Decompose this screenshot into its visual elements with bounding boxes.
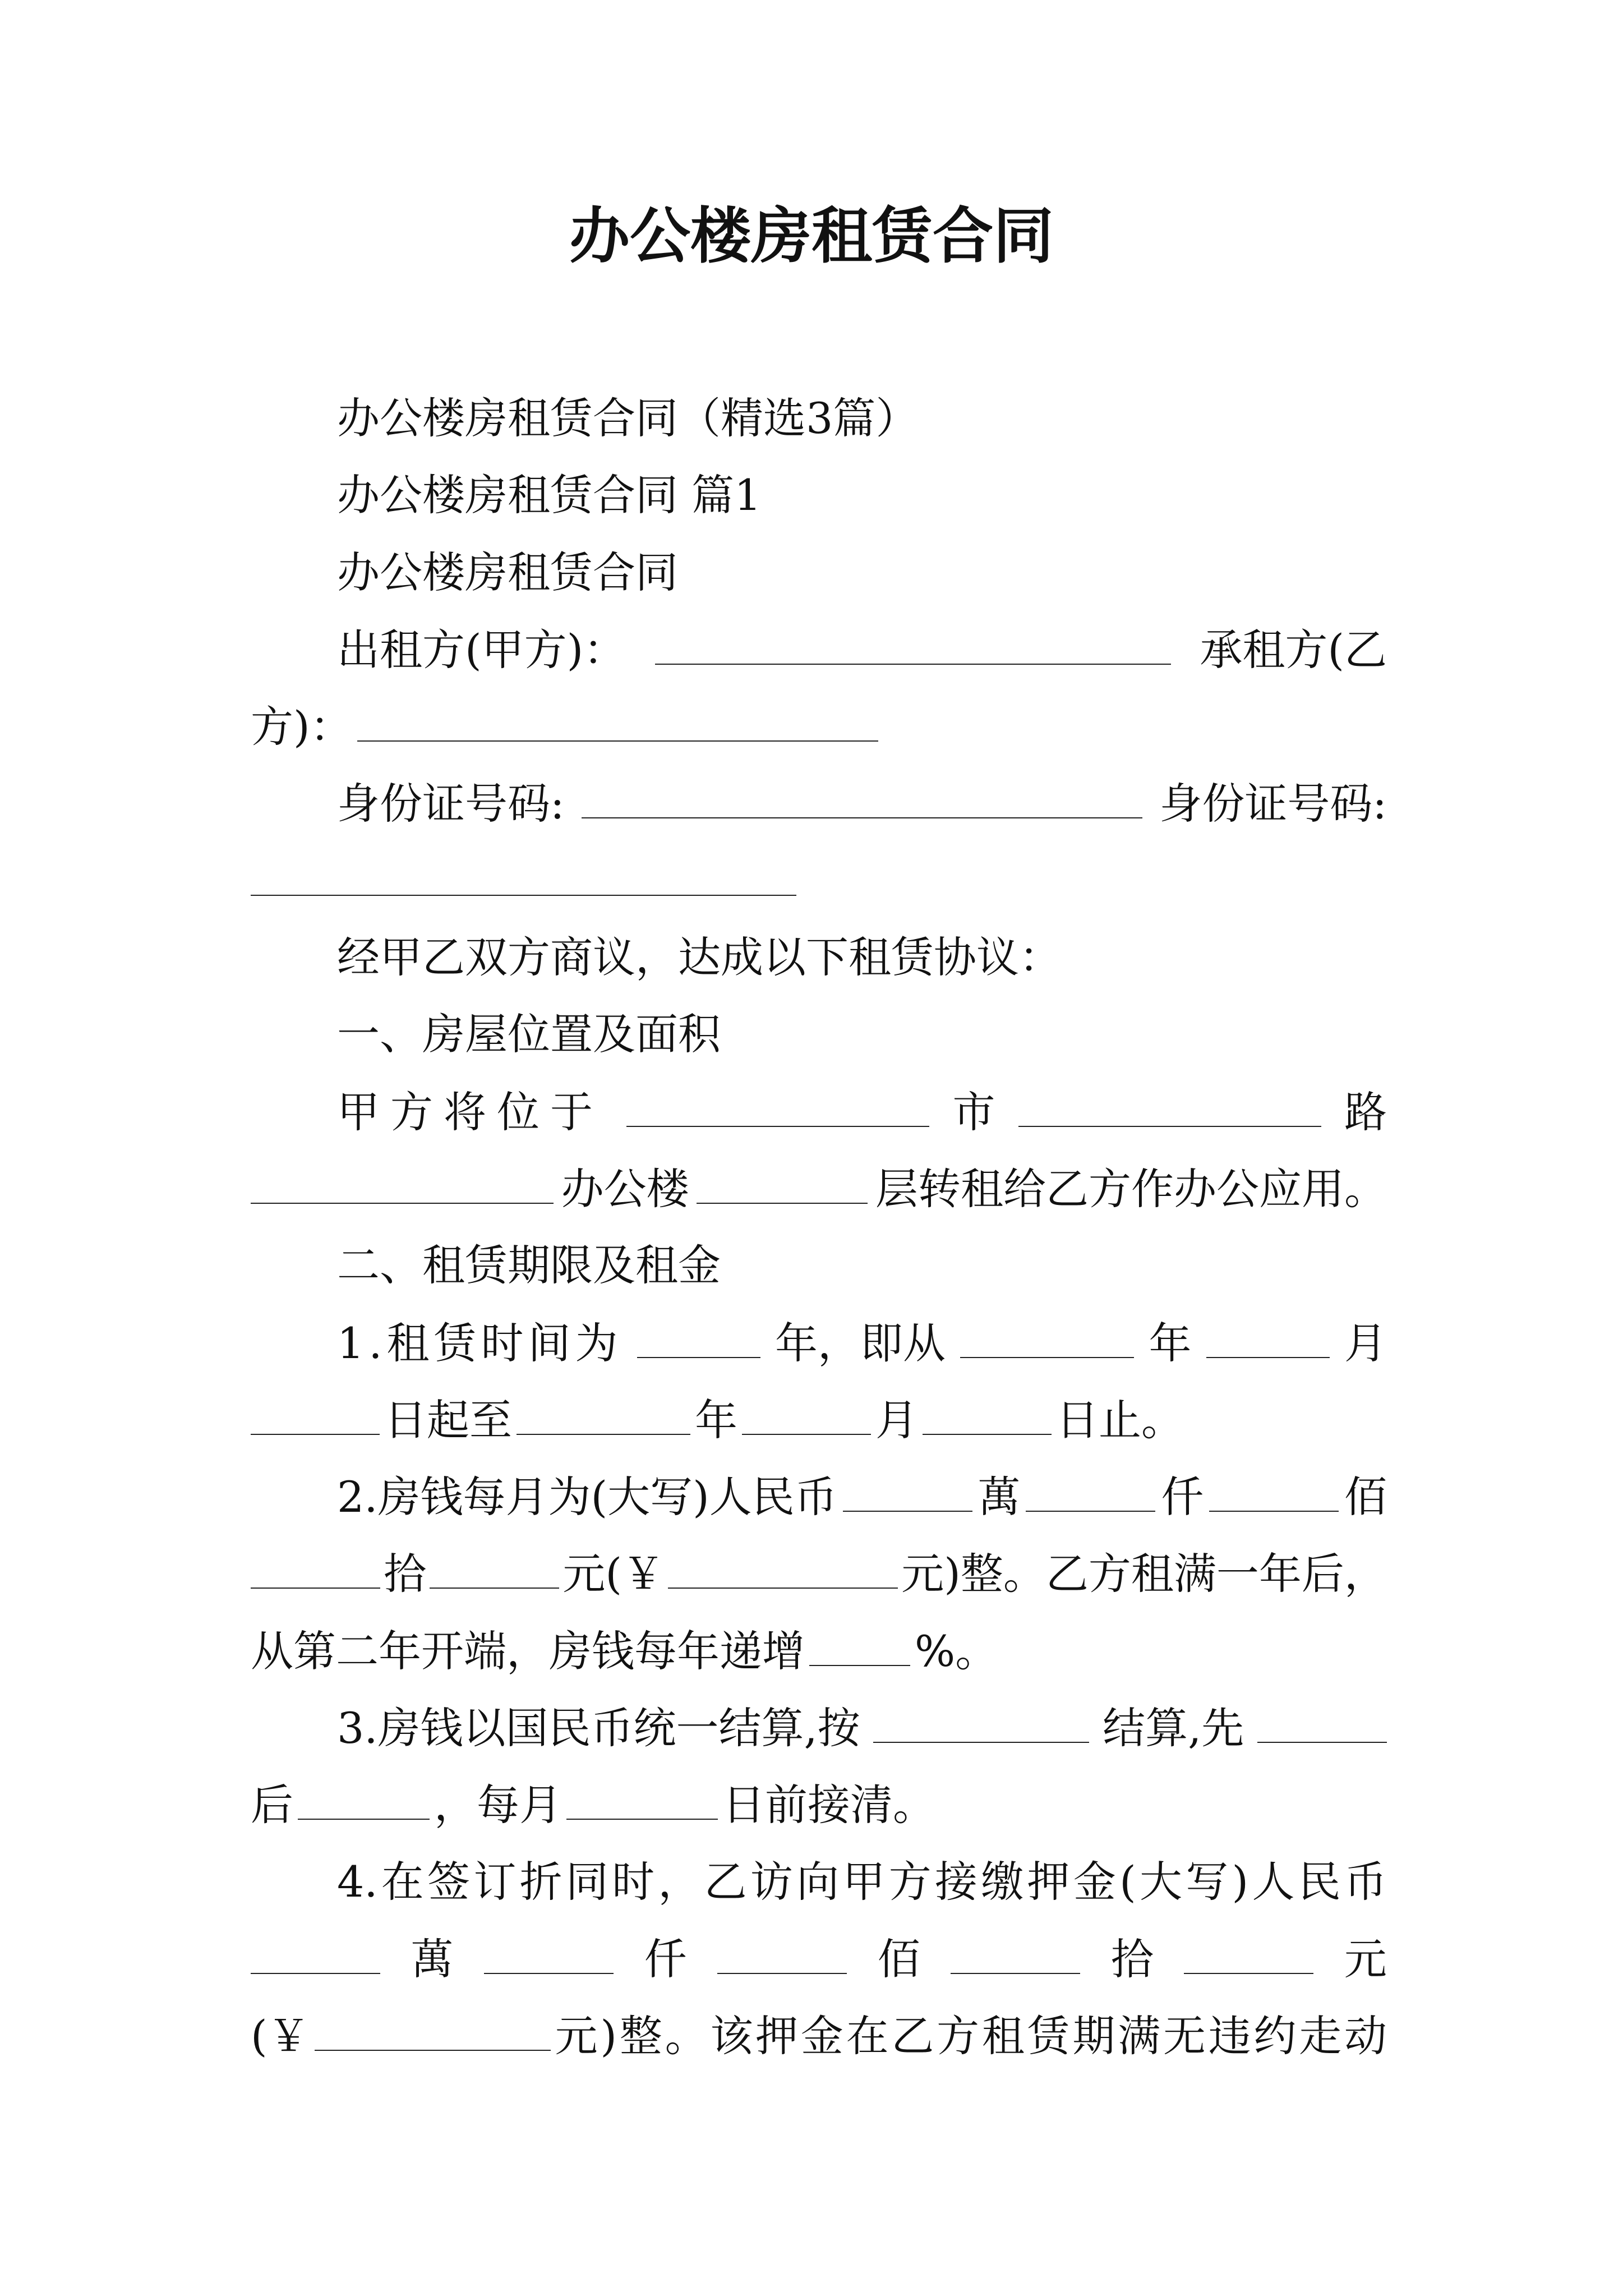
- clause-2-line-1: [251, 1458, 1387, 1535]
- rent-shi-unit: 拾: [384, 1549, 427, 1599]
- section-1-heading-line: [251, 996, 1387, 1073]
- payment-after-blank: [298, 1766, 430, 1820]
- sublease-text: 层转租给乙方作办公应用。: [875, 1163, 1387, 1214]
- preamble-line: [251, 919, 1387, 996]
- deposit-figure-open: (￥: [251, 2011, 310, 2062]
- rent-increase-text: 从第二年开端，房钱每年递增: [251, 1626, 805, 1676]
- rent-bai-blank: [1209, 1458, 1339, 1512]
- end-year-unit: 年: [695, 1395, 737, 1445]
- clause-4-text: 4.在签订折同时，乙访向甲方接缴押金(大写)人民币: [337, 1856, 1387, 1907]
- start-year-unit: 年: [1149, 1318, 1192, 1368]
- deposit-yuan-blank: [1184, 1920, 1313, 1974]
- rent-qian-unit: 仟: [1161, 1472, 1204, 1522]
- building-name-blank: [251, 1150, 554, 1204]
- clause-2-line-3: [251, 1612, 1387, 1689]
- lessor-name-blank: [655, 611, 1171, 665]
- contract-title: 办公楼房租赁合同: [337, 547, 678, 597]
- city-blank: [626, 1073, 929, 1127]
- rent-shi-blank: [251, 1535, 380, 1589]
- lessor-label: 出租方(甲方)：: [337, 624, 626, 675]
- contract-body: [251, 380, 1387, 2074]
- payment-first-blank: [1257, 1689, 1387, 1743]
- rent-figure-close: 元)整。乙方租满一年后，: [901, 1549, 1387, 1599]
- clause-3-line-2: [251, 1766, 1387, 1843]
- end-day-unit: 日止。: [1056, 1395, 1184, 1445]
- end-day-blank: [923, 1381, 1052, 1435]
- location-text: 甲方将位于: [337, 1087, 603, 1137]
- lessee-line: [251, 688, 1387, 765]
- lessor-id-blank: [582, 765, 1142, 818]
- location-line: [251, 1073, 1387, 1150]
- clause-4-line-1: [251, 1843, 1387, 1920]
- rent-yuan-blank: [430, 1535, 559, 1589]
- end-month-unit: 月: [875, 1395, 918, 1445]
- lessee-id-blank: [251, 842, 796, 896]
- start-day-blank: [251, 1381, 380, 1435]
- clause-1-line-2: [251, 1381, 1387, 1458]
- id-number-line: [251, 765, 1387, 841]
- clause-1-line-1: [251, 1304, 1387, 1381]
- parties-line: [251, 611, 1387, 688]
- clause-4-line-2: [251, 1920, 1387, 1997]
- rent-wan-blank: [843, 1458, 972, 1512]
- clause-3-after: 后: [251, 1780, 293, 1830]
- lessee-label-end: 方)：: [251, 702, 353, 752]
- deposit-yuan-unit: 元: [1344, 1934, 1387, 1984]
- building-line: [251, 1150, 1387, 1227]
- section-2-heading: 二、租赁期限及租金: [337, 1240, 721, 1291]
- clause-2-text: 2.房钱每月为(大写)人民币: [337, 1472, 837, 1522]
- rent-increase-blank: [809, 1612, 910, 1666]
- clause-4-line-3: [251, 1997, 1387, 2074]
- lessee-id-line: [251, 842, 1387, 919]
- start-day-unit: 日起至: [384, 1395, 512, 1445]
- term-years-blank: [637, 1304, 760, 1358]
- deposit-wan-blank: [251, 1920, 380, 1974]
- part-title-line: [251, 457, 1387, 533]
- contract-title-line: [251, 534, 1387, 611]
- deposit-figure-close: 元)整。该押金在乙方租赁期满无违约走动: [555, 2011, 1387, 2062]
- deposit-qian-blank: [484, 1920, 614, 1974]
- payment-day-blank: [566, 1766, 718, 1820]
- start-month-blank: [1206, 1304, 1330, 1358]
- clause-3-end: 日前接清。: [722, 1780, 935, 1830]
- clause-3-monthly: ，每月: [434, 1780, 562, 1830]
- clause-1-text: 1.租赁时间为: [337, 1318, 623, 1368]
- rent-qian-blank: [1026, 1458, 1155, 1512]
- deposit-wan-unit: 萬: [411, 1934, 454, 1984]
- end-year-blank: [517, 1381, 690, 1435]
- rent-figure-blank: [668, 1535, 898, 1589]
- clause-2-line-2: [251, 1535, 1387, 1612]
- start-year-blank: [960, 1304, 1134, 1358]
- city-unit: 市: [952, 1087, 995, 1137]
- end-month-blank: [742, 1381, 871, 1435]
- clause-3-first: 结算,先: [1103, 1703, 1244, 1754]
- deposit-qian-unit: 仟: [644, 1934, 687, 1984]
- preamble: 经甲乙双方商议，达成以下租赁协议：: [337, 932, 1062, 983]
- section-2-heading-line: [251, 1227, 1387, 1304]
- lessee-label-start: 承租方(乙: [1200, 624, 1387, 675]
- road-unit: 路: [1344, 1087, 1387, 1137]
- clause-3-line-1: [251, 1689, 1387, 1766]
- rent-wan-unit: 萬: [978, 1472, 1021, 1522]
- rent-bai-unit: 佰: [1344, 1472, 1387, 1522]
- document-title: 办公楼房租赁合同: [569, 201, 1054, 272]
- lessee-id-label: 身份证号码:: [1159, 779, 1387, 829]
- deposit-bai-blank: [717, 1920, 847, 1974]
- deposit-bai-unit: 佰: [877, 1934, 920, 1984]
- lessor-id-label: 身份证号码:: [337, 779, 565, 829]
- deposit-shi-unit: 拾: [1110, 1934, 1154, 1984]
- clause-1-from: 年，即从: [774, 1318, 946, 1368]
- rent-increase-unit: %。: [915, 1626, 998, 1676]
- lessee-name-blank: [357, 688, 878, 742]
- floor-blank: [697, 1150, 868, 1204]
- part-title: 办公楼房租赁合同 篇1: [337, 470, 762, 521]
- start-month-unit: 月: [1344, 1318, 1387, 1368]
- section-1-heading: 一、房屋位置及面积: [337, 1009, 721, 1060]
- building-unit: 办公楼: [561, 1163, 689, 1214]
- clause-3-text: 3.房钱以国民币统一结算,按: [337, 1703, 860, 1754]
- deposit-figure-blank: [315, 1997, 551, 2051]
- deposit-shi-blank: [951, 1920, 1080, 1974]
- collection-title: 办公楼房租赁合同（精选3篇）: [337, 393, 919, 443]
- rent-figure-open: 元(￥: [562, 1549, 665, 1599]
- settlement-period-blank: [873, 1689, 1089, 1743]
- road-blank: [1018, 1073, 1321, 1127]
- collection-title-line: [251, 380, 1387, 457]
